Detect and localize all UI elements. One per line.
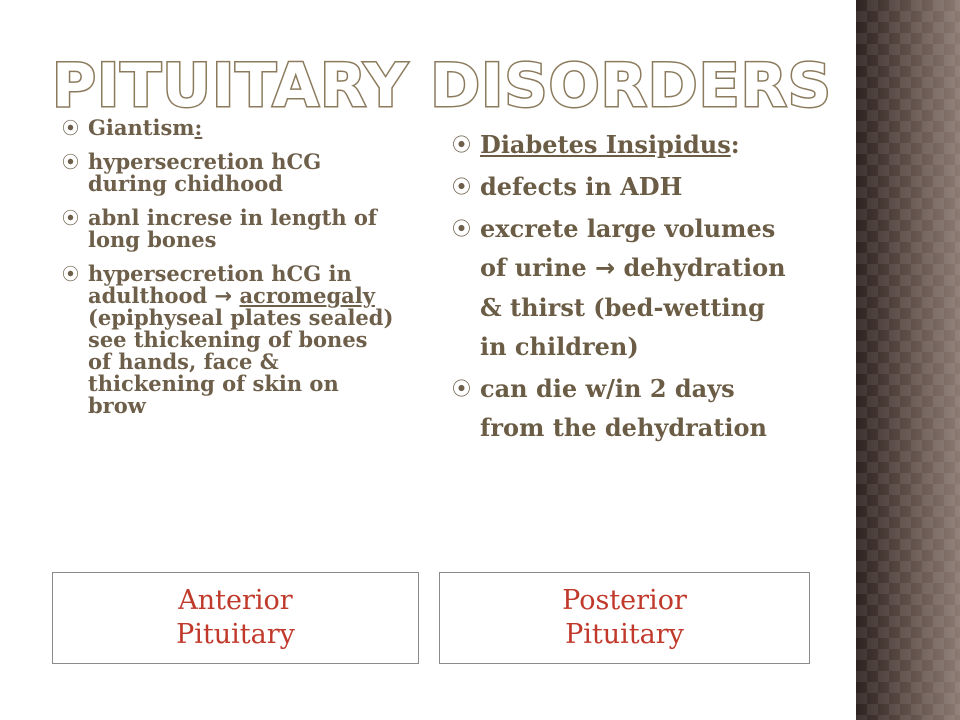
list-item <box>62 207 397 251</box>
list-item <box>62 117 397 139</box>
anterior-pituitary-label <box>52 572 419 664</box>
bullet-icon: ⦿ <box>62 153 79 173</box>
bullet-icon: ⦿ <box>452 218 472 240</box>
giantism-colon: : <box>194 115 203 140</box>
list-item-text: dehydration & thirst (bed-wetting in children) <box>480 253 786 361</box>
bullet-icon: ⦿ <box>452 378 472 400</box>
label-line: Pituitary <box>176 619 295 650</box>
diabetes-insipidus-term: Diabetes Insipidus <box>480 130 731 159</box>
list-item-text: hypersecretion hCG during chidhood <box>88 149 322 196</box>
list-item <box>452 209 797 366</box>
list-item <box>452 369 797 447</box>
list-item-text: hypersecretion hCG in adulthood <box>88 261 352 308</box>
label-line: Pituitary <box>565 619 684 650</box>
bullet-icon: ⦿ <box>452 176 472 198</box>
arrow-right-icon: → <box>594 254 616 282</box>
posterior-bullet-list <box>452 125 797 450</box>
giantism-text: Giantism <box>88 115 195 140</box>
posterior-pituitary-label <box>439 572 810 664</box>
slide-title: PITUITARY DISORDERS <box>52 51 832 121</box>
list-item-text: (epiphyseal plates sealed) see thickening of bones of hands, face & thickening of skin on brow <box>88 305 394 418</box>
decorative-sidebar <box>856 0 960 720</box>
list-item <box>452 125 797 164</box>
list-item <box>62 263 397 417</box>
diabetes-colon: : <box>730 130 740 159</box>
list-item-text: defects in ADH <box>480 172 683 201</box>
bullet-icon: ⦿ <box>62 209 79 229</box>
list-item <box>452 167 797 206</box>
bullet-icon: ⦿ <box>62 265 79 285</box>
list-item <box>62 151 397 195</box>
list-item-text: abnl increse in length of long bones <box>88 205 377 252</box>
arrow-right-icon: → <box>214 284 233 308</box>
list-item-text: excrete large volumes of urine <box>480 214 776 282</box>
list-item-text: can die w/in 2 days from the dehydration <box>480 374 767 442</box>
anterior-bullet-list <box>62 117 397 429</box>
label-line: Posterior <box>562 585 687 616</box>
bullet-icon: ⦿ <box>452 134 472 156</box>
bullet-icon: ⦿ <box>62 119 79 139</box>
acromegaly-term: acromegaly <box>239 283 375 308</box>
label-line: Anterior <box>178 585 293 616</box>
